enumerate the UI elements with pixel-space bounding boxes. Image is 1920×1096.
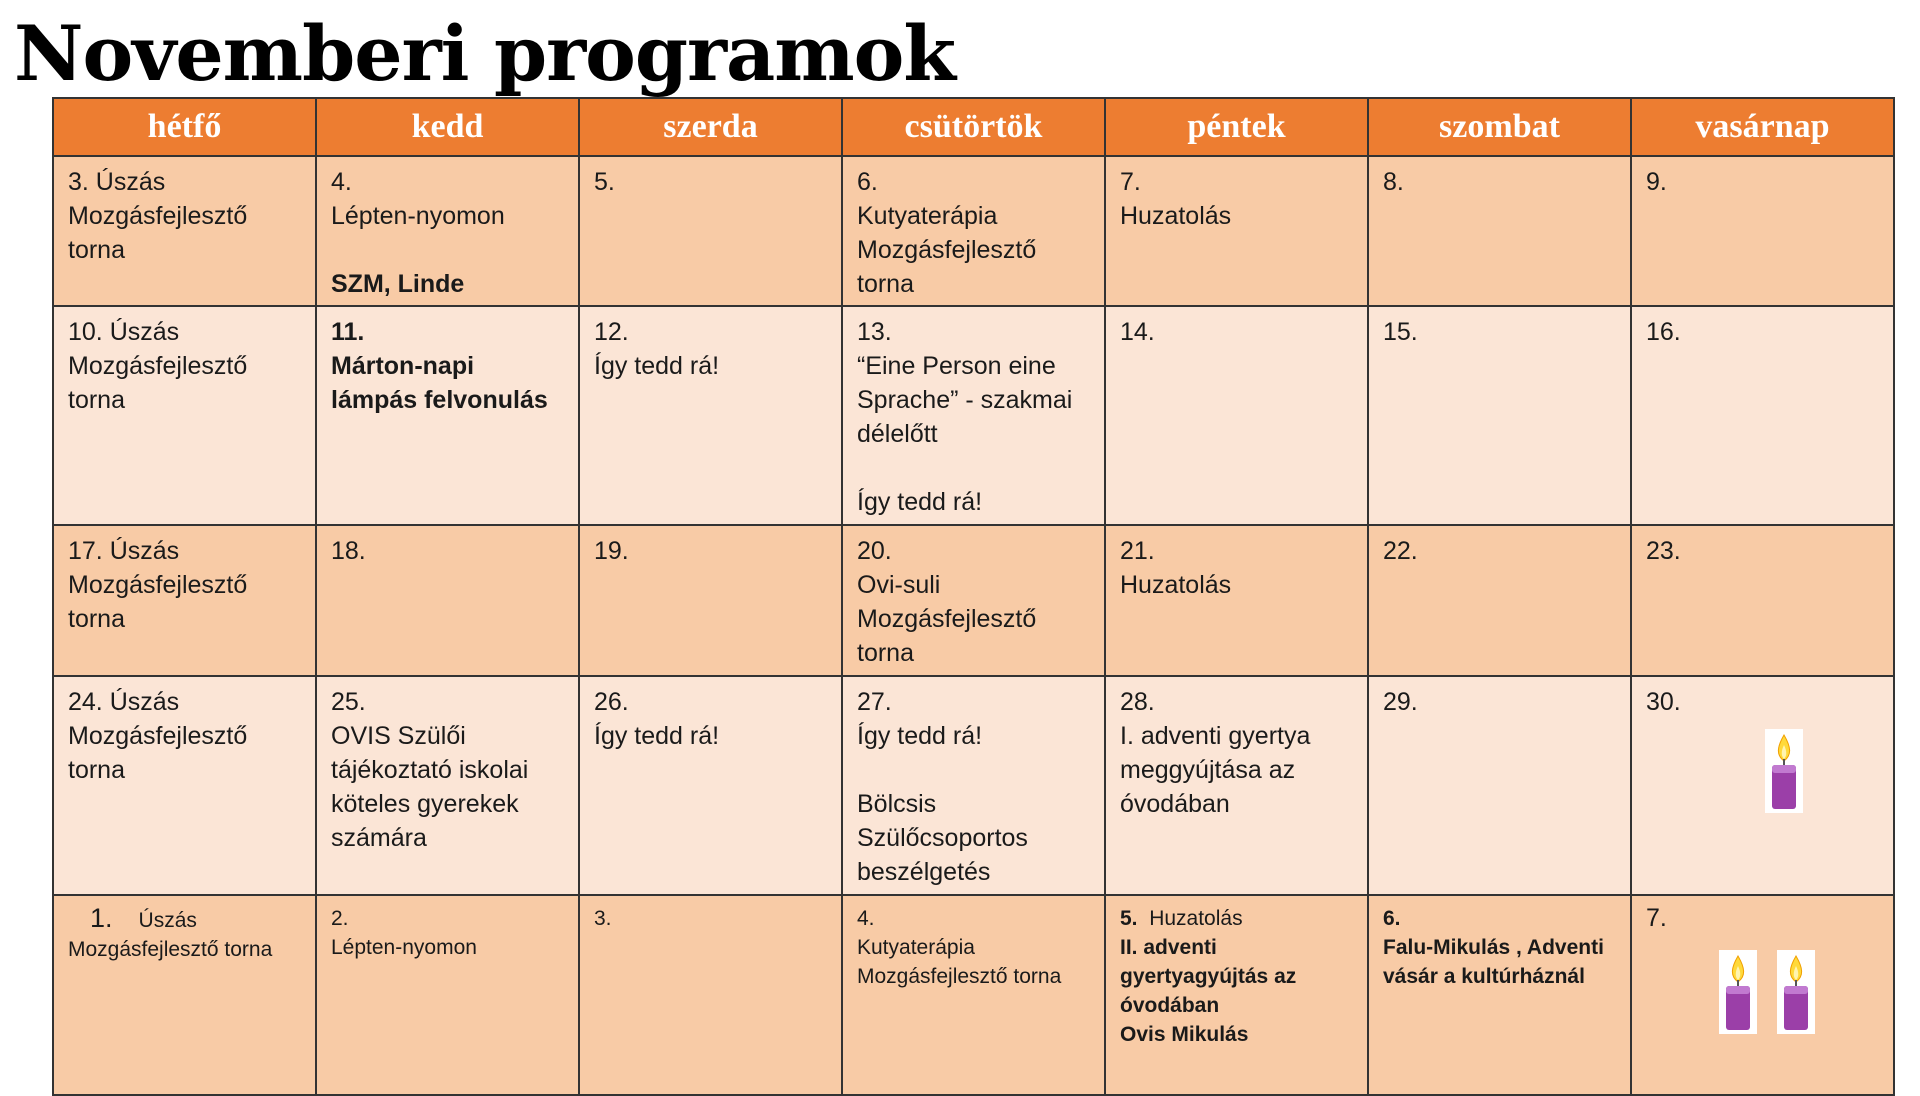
cell-line: torna bbox=[68, 756, 125, 784]
cell-line: 22. bbox=[1383, 537, 1418, 565]
cell-line: Lépten-nyomon bbox=[331, 936, 477, 959]
cell-line: Huzatolás bbox=[1120, 202, 1232, 230]
cell-line: 4. bbox=[857, 907, 875, 930]
cell-line: torna bbox=[68, 605, 125, 633]
week-row-3 bbox=[53, 525, 1894, 676]
cell-line: 16. bbox=[1646, 318, 1681, 346]
cell-line: 2. bbox=[331, 907, 349, 930]
cell-line: 11. bbox=[331, 318, 365, 346]
day-cell-nov-5 bbox=[579, 156, 842, 306]
cell-line: OVIS Szülői tájékoztató iskolai köteles gyerekek számára bbox=[331, 722, 529, 852]
day-cell-nov-12 bbox=[579, 306, 842, 525]
day-cell-nov-10 bbox=[53, 306, 316, 525]
day-number: 1. bbox=[90, 903, 113, 933]
cell-line: 13. bbox=[857, 318, 892, 346]
day-cell-dec-7 bbox=[1631, 895, 1894, 1095]
day-cell-nov-20 bbox=[842, 525, 1105, 676]
cell-line bbox=[1120, 904, 1355, 933]
cell-line: Huzatolás bbox=[1120, 571, 1232, 599]
day-cell-nov-23 bbox=[1631, 525, 1894, 676]
cell-line: torna bbox=[68, 236, 125, 264]
cell-line: 18. bbox=[331, 537, 366, 565]
day-cell-nov-27 bbox=[842, 676, 1105, 895]
day-cell-nov-26 bbox=[579, 676, 842, 895]
cell-line: 15. bbox=[1383, 318, 1418, 346]
day-cell-nov-3 bbox=[53, 156, 316, 306]
day-cell-nov-17 bbox=[53, 525, 316, 676]
day-cell-nov-25 bbox=[316, 676, 579, 895]
day-cell-nov-30 bbox=[1631, 676, 1894, 895]
cell-line: Ovis Mikulás bbox=[1120, 1023, 1249, 1046]
cell-line: 23. bbox=[1646, 537, 1681, 565]
header-friday: péntek bbox=[1105, 98, 1368, 156]
cell-line: 4. bbox=[331, 168, 352, 196]
page-title: Novemberi programok bbox=[14, 9, 956, 98]
cell-line: Mozgásfejlesztő torna bbox=[857, 965, 1062, 988]
cell-gap bbox=[857, 753, 1092, 787]
day-cell-nov-15 bbox=[1368, 306, 1631, 525]
cell-line: Így tedd rá! bbox=[857, 488, 983, 516]
cell-line: Így tedd rá! bbox=[594, 722, 720, 750]
day-cell-nov-6 bbox=[842, 156, 1105, 306]
day-cell-nov-4 bbox=[316, 156, 579, 306]
header-sunday: vasárnap bbox=[1631, 98, 1894, 156]
day-cell-nov-22 bbox=[1368, 525, 1631, 676]
cell-line: 3. bbox=[594, 907, 612, 930]
cell-line bbox=[68, 904, 303, 935]
cell-line: Mozgásfejlesztő bbox=[68, 571, 248, 599]
header-monday: hétfő bbox=[53, 98, 316, 156]
day-cell-nov-24 bbox=[53, 676, 316, 895]
day-cell-nov-7 bbox=[1105, 156, 1368, 306]
day-cell-nov-28 bbox=[1105, 676, 1368, 895]
cell-line: 29. bbox=[1383, 688, 1418, 716]
week-row-4 bbox=[53, 676, 1894, 895]
day-cell-nov-13 bbox=[842, 306, 1105, 525]
cell-line: 5. bbox=[594, 168, 615, 196]
weekday-header-row bbox=[53, 98, 1894, 156]
cell-line: Lépten-nyomon bbox=[331, 202, 505, 230]
cell-line: 26. bbox=[594, 688, 629, 716]
cell-line: 27. bbox=[857, 688, 892, 716]
cell-line: torna bbox=[857, 270, 914, 298]
day-cell-dec-4 bbox=[842, 895, 1105, 1095]
cell-line: Falu-Mikulás , Adventi vásár a kultúrháznál bbox=[1383, 936, 1604, 988]
cell-line: 20. bbox=[857, 537, 892, 565]
cell-line: Mozgásfejlesztő bbox=[68, 352, 248, 380]
day-cell-dec-1 bbox=[53, 895, 316, 1095]
header-tuesday: kedd bbox=[316, 98, 579, 156]
advent-candle-icon bbox=[1719, 950, 1757, 1034]
cell-line: Így tedd rá! bbox=[594, 352, 720, 380]
cell-line: 24. Úszás bbox=[68, 688, 180, 716]
cell-line: I. adventi gyertya meggyújtása az óvodában bbox=[1120, 722, 1311, 818]
cell-line: Kutyaterápia bbox=[857, 202, 998, 230]
advent-candle-icon bbox=[1765, 729, 1803, 813]
cell-line: Mozgásfejlesztő torna bbox=[68, 938, 273, 961]
header-wednesday: szerda bbox=[579, 98, 842, 156]
cell-gap bbox=[857, 451, 1092, 485]
header-saturday: szombat bbox=[1368, 98, 1631, 156]
cell-line: 9. bbox=[1646, 168, 1667, 196]
day-cell-nov-9 bbox=[1631, 156, 1894, 306]
cell-line: torna bbox=[68, 386, 125, 414]
cell-line: Mozgásfejlesztő bbox=[68, 722, 248, 750]
cell-line: 12. bbox=[594, 318, 629, 346]
cell-line: 10. Úszás bbox=[68, 318, 180, 346]
cell-line: 6. bbox=[1383, 907, 1401, 930]
day-cell-nov-29 bbox=[1368, 676, 1631, 895]
cell-line: Mozgásfejlesztő bbox=[857, 605, 1037, 633]
advent-candle-icon bbox=[1777, 950, 1815, 1034]
cell-line: “Eine Person eine Sprache” - szakmai délelőtt bbox=[857, 352, 1073, 448]
week-row-1 bbox=[53, 156, 1894, 306]
day-number: 5. bbox=[1120, 907, 1138, 930]
cell-line: 7. bbox=[1120, 168, 1141, 196]
cell-line: 25. bbox=[331, 688, 366, 716]
day-cell-dec-6 bbox=[1368, 895, 1631, 1095]
cell-line: 19. bbox=[594, 537, 629, 565]
cell-line: 21. bbox=[1120, 537, 1155, 565]
day-cell-nov-18 bbox=[316, 525, 579, 676]
week-row-5 bbox=[53, 895, 1894, 1095]
day-cell-nov-8 bbox=[1368, 156, 1631, 306]
cell-line: 30. bbox=[1646, 688, 1681, 716]
day-cell-dec-5 bbox=[1105, 895, 1368, 1095]
event-text: Huzatolás bbox=[1149, 907, 1243, 930]
cell-line: 14. bbox=[1120, 318, 1155, 346]
cell-line: torna bbox=[857, 639, 914, 667]
cell-line: 8. bbox=[1383, 168, 1404, 196]
cell-line: Kutyaterápia bbox=[857, 936, 975, 959]
day-cell-dec-3 bbox=[579, 895, 842, 1095]
day-cell-dec-2 bbox=[316, 895, 579, 1095]
header-thursday: csütörtök bbox=[842, 98, 1105, 156]
day-cell-nov-11 bbox=[316, 306, 579, 525]
cell-line: Mozgásfejlesztő bbox=[68, 202, 248, 230]
cell-line: 3. Úszás bbox=[68, 168, 166, 196]
day-cell-nov-14 bbox=[1105, 306, 1368, 525]
calendar-table bbox=[52, 97, 1895, 1096]
day-cell-nov-16 bbox=[1631, 306, 1894, 525]
cell-line: Mozgásfejlesztő bbox=[857, 236, 1037, 264]
event-text: Úszás bbox=[138, 909, 197, 932]
cell-line: 6. bbox=[857, 168, 878, 196]
cell-line: II. adventi gyertyagyújtás az óvodában bbox=[1120, 936, 1297, 1017]
cell-line: 17. Úszás bbox=[68, 537, 180, 565]
cell-line: 7. bbox=[1646, 904, 1667, 932]
cell-line: Márton-napi lámpás felvonulás bbox=[331, 352, 548, 414]
cell-line: Így tedd rá! bbox=[857, 722, 983, 750]
cell-line: SZM, Linde bbox=[331, 270, 465, 298]
day-cell-nov-21 bbox=[1105, 525, 1368, 676]
cell-gap bbox=[331, 233, 566, 267]
day-cell-nov-19 bbox=[579, 525, 842, 676]
week-row-2 bbox=[53, 306, 1894, 525]
cell-line: Bölcsis Szülőcsoportos beszélgetés bbox=[857, 790, 1028, 886]
cell-line: Ovi-suli bbox=[857, 571, 941, 599]
cell-line: 28. bbox=[1120, 688, 1155, 716]
